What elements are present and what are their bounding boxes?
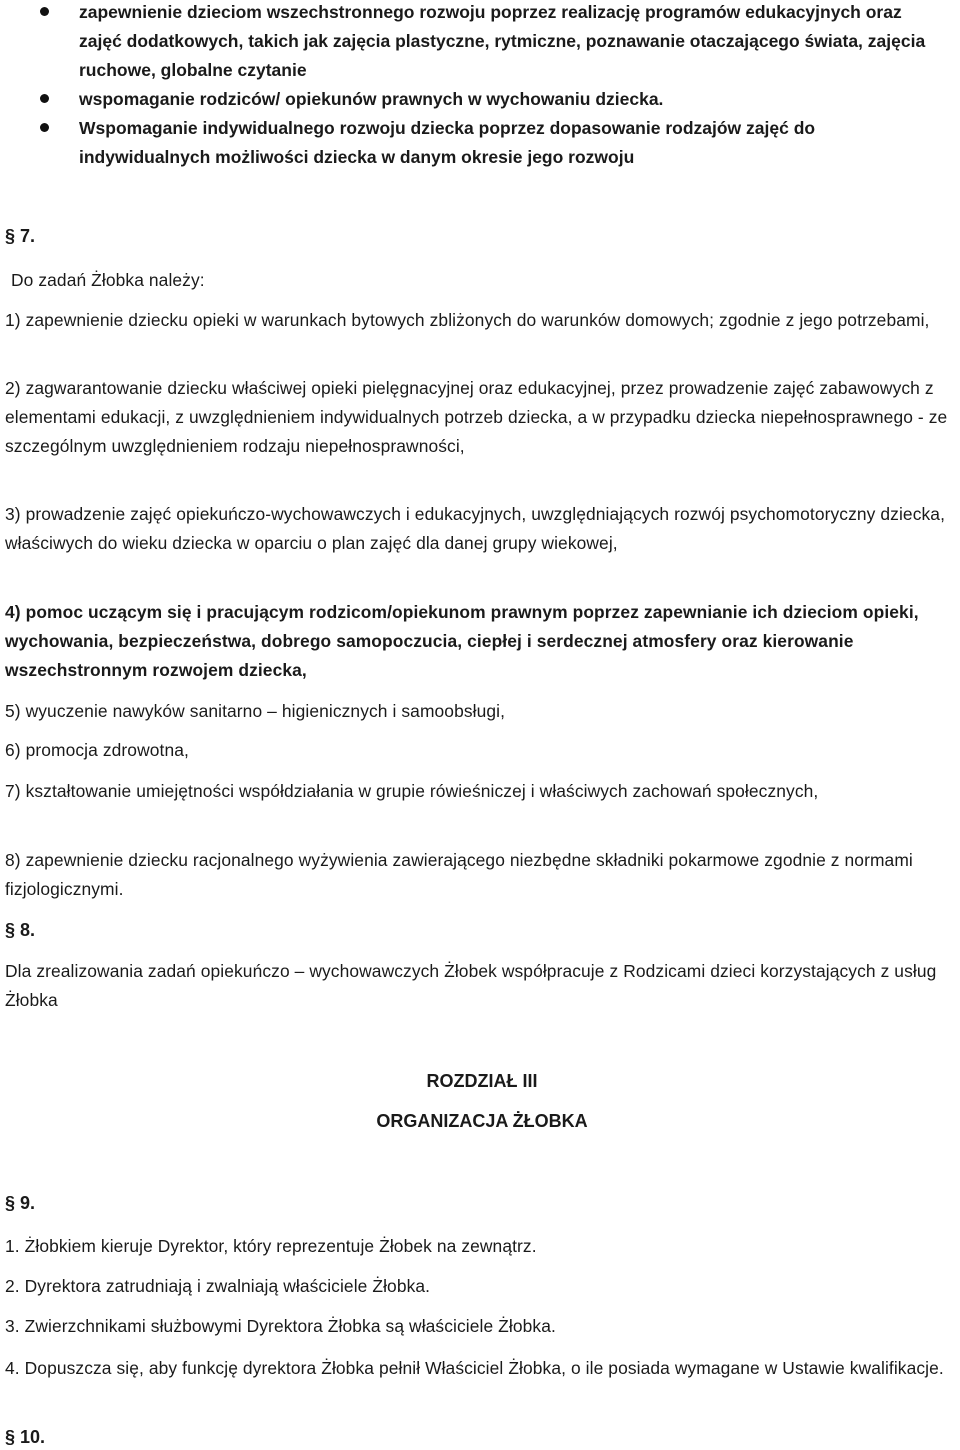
section-9-item-1: 1. Żłobkiem kieruje Dyrektor, który reprezentuje Żłobek na zewnątrz. <box>5 1236 537 1256</box>
section-7-item-5: 5) wyuczenie nawyków sanitarno – higienicznych i samoobsługi, <box>5 701 506 721</box>
bullet-text: wspomaganie rodziców/ opiekunów prawnych w wychowaniu dziecka. <box>79 89 664 109</box>
section-7-heading: § 7. <box>5 226 36 246</box>
bullet-text: Wspomaganie indywidualnego rozwoju dziecka poprzez dopasowanie rodzajów zajęć do indywidualnych możliwości dziecka w danym okresie jego rozwoju <box>79 118 816 167</box>
bullet-dot-icon <box>40 7 49 16</box>
bullet-item <box>0 0 939 85</box>
section-8-text: Dla zrealizowania zadań opiekuńczo – wychowawczych Żłobek współpracuje z Rodzicami dzieci korzystających z usług Żłobka <box>5 961 937 1010</box>
section-7-item-7: 7) kształtowanie umiejętności współdziałania w grupie rówieśniczej i właściwych zachowań społecznych, <box>5 781 819 801</box>
bullet-dot-icon <box>40 94 49 103</box>
chapter-number: ROZDZIAŁ III <box>426 1071 538 1091</box>
section-9-item-2: 2. Dyrektora zatrudniają i zwalniają właściciele Żłobka. <box>5 1276 431 1296</box>
section-9-item-3: 3. Zwierzchnikami służbowymi Dyrektora Żłobka są właściciele Żłobka. <box>5 1316 556 1336</box>
section-7-item-8: 8) zapewnienie dziecku racjonalnego wyżywienia zawierającego niezbędne składniki pokarmowe zgodnie z normami fizjologicznymi. <box>5 850 913 899</box>
section-7-item-4: 4) pomoc uczącym się i pracującym rodzicom/opiekunom prawnym poprzez zapewnianie ich dzieciom opieki, wychowania, bezpieczeństwa, dobrego samopoczucia, ciepłej i serdecznej atmosfery oraz kierowanie wszechstronnym rozwojem dziecka, <box>5 602 919 680</box>
section-7-item-1: 1) zapewnienie dziecku opieki w warunkach bytowych zbliżonych do warunków domowych; zgodnie z jego potrzebami, <box>5 310 930 330</box>
bullet-dot-icon <box>40 123 49 132</box>
bullet-item <box>0 114 939 172</box>
section-7-intro: Do zadań Żłobka należy: <box>11 270 205 290</box>
section-7-item-3: 3) prowadzenie zajęć opiekuńczo-wychowawczych i edukacyjnych, uwzględniających rozwój psychomotoryczny dziecka, właściwych do wieku dziecka w oparciu o plan zajęć dla danej grupy wiekowej, <box>5 504 945 553</box>
bullet-text: zapewnienie dzieciom wszechstronnego rozwoju poprzez realizację programów edukacyjnych oraz zajęć dodatkowych, takich jak zajęcia plastyczne, rytmiczne, poznawanie otaczającego świata, zajęcia ruchowe, globalne czytanie <box>79 2 926 80</box>
section-8-heading: § 8. <box>5 920 36 940</box>
section-10-heading: § 10. <box>5 1427 46 1447</box>
bullet-item <box>0 85 939 114</box>
section-7-item-6: 6) promocja zdrowotna, <box>5 740 189 760</box>
chapter-title: ORGANIZACJA ŻŁOBKA <box>376 1111 588 1131</box>
section-9-item-4: 4. Dopuszcza się, aby funkcję dyrektora Żłobka pełnił Właściciel Żłobka, o ile posiada wymagane w Ustawie kwalifikacje. <box>5 1358 944 1378</box>
section-7-item-2: 2) zagwarantowanie dziecku właściwej opieki pielęgnacyjnej oraz edukacyjnej, przez prowadzenie zajęć zabawowych z elementami edukacji, z uwzględnieniem indywidualnych potrzeb dziecka, a w przypadku dziecka niepełnosprawnego - ze szczególnym uwzględnieniem rodzaju niepełnosprawności, <box>5 378 948 456</box>
section-9-heading: § 9. <box>5 1193 36 1213</box>
